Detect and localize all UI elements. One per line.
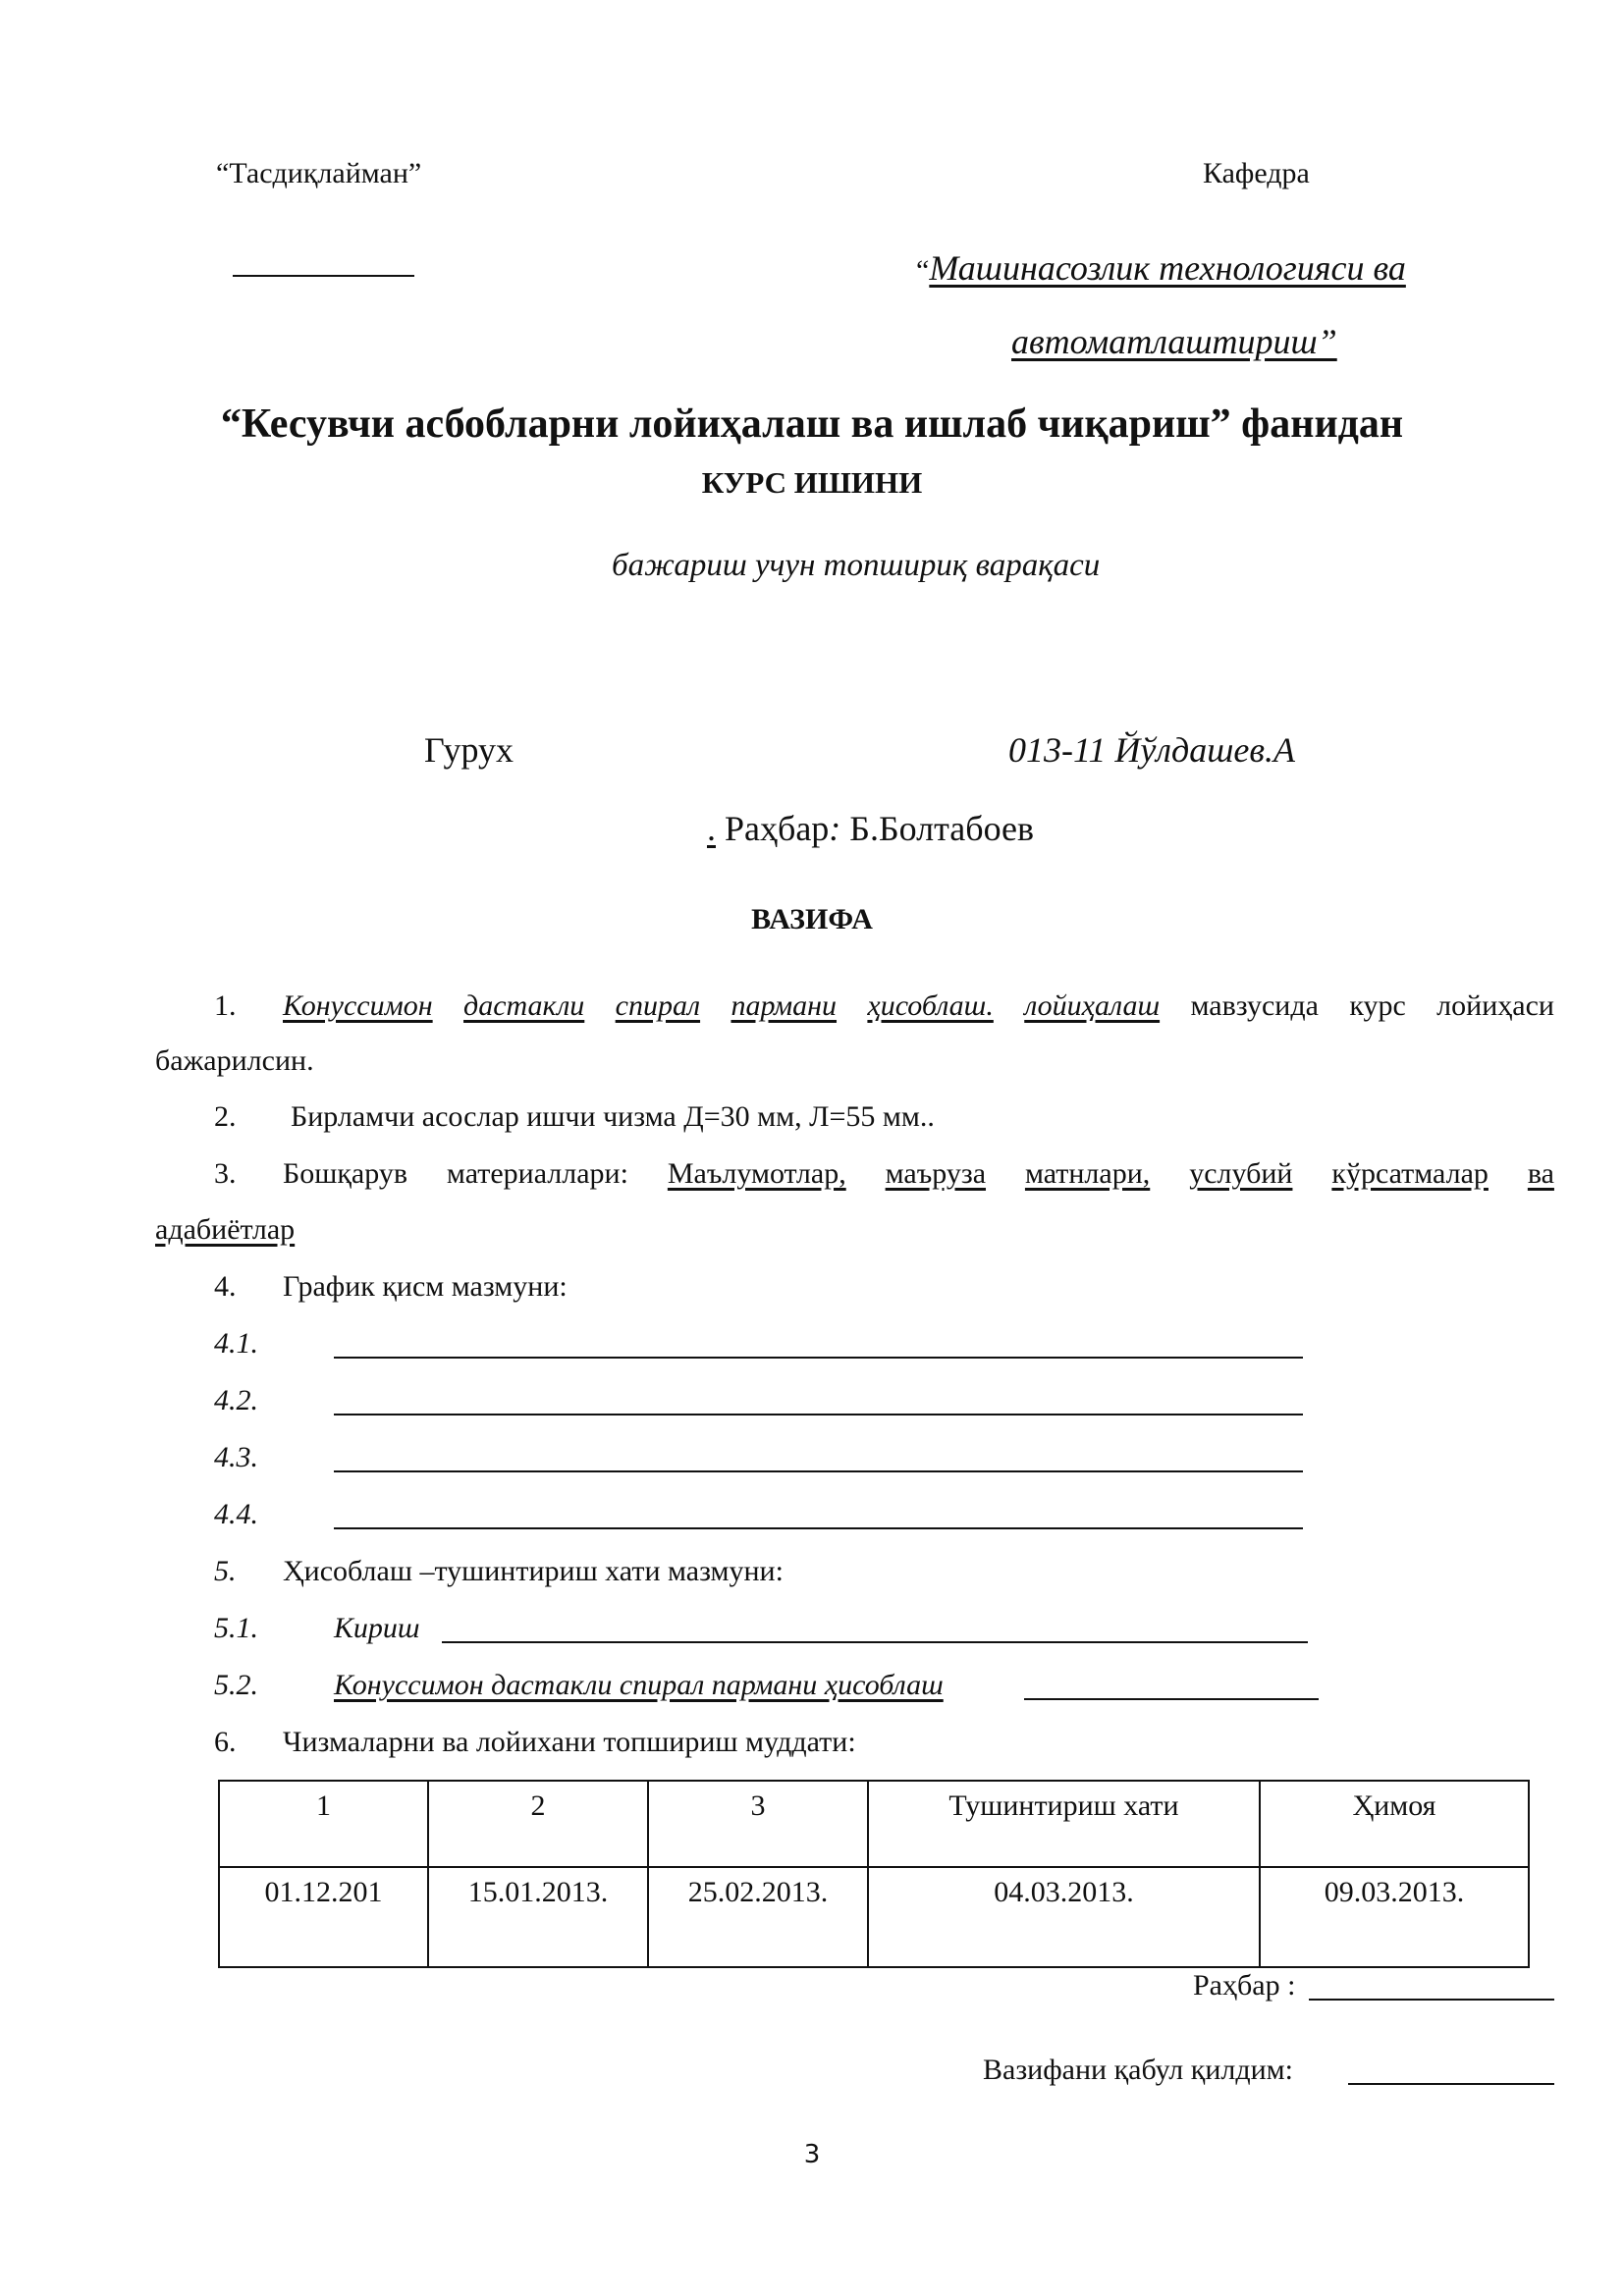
item-1-word: лойиҳалаш bbox=[1024, 989, 1161, 1022]
subitem-number: 4.2. bbox=[214, 1384, 258, 1416]
supervisor-line bbox=[707, 808, 1034, 849]
supervisor-signature-label: Раҳбар : bbox=[1193, 1969, 1296, 2002]
department-name-part-1: Машинасозлик технологияси ва bbox=[929, 248, 1406, 288]
item-1-continuation: бажарилсин. bbox=[155, 1044, 314, 1077]
item-4-text: График қисм мазмуни: bbox=[283, 1270, 568, 1303]
document-type: КУРС ИШИНИ bbox=[701, 465, 923, 500]
item-3-continuation: адабиётлар bbox=[155, 1213, 296, 1246]
accepted-signature-line bbox=[1348, 2054, 1554, 2085]
supervisor-signature-line bbox=[1309, 1969, 1554, 2001]
item-1-word: дастакли bbox=[463, 989, 585, 1022]
group-label: Гурух bbox=[424, 730, 514, 770]
table-date-cell: 04.03.2013. bbox=[868, 1867, 1260, 1967]
item-number: 3. bbox=[214, 1157, 237, 1190]
table-header-row bbox=[219, 1781, 1529, 1867]
item-3-word: кўрсатмалар bbox=[1331, 1157, 1489, 1190]
table-header-cell: Тушинтириш хати bbox=[868, 1781, 1260, 1867]
item-number: 2. bbox=[214, 1100, 237, 1133]
item-number: 5. bbox=[214, 1555, 237, 1587]
table-header-cell: 1 bbox=[219, 1781, 428, 1867]
item-1-word: спирал bbox=[615, 989, 701, 1022]
table-date-cell: 09.03.2013. bbox=[1260, 1867, 1529, 1967]
subitem-5-1-text: Кириш bbox=[334, 1612, 420, 1644]
item-number: 4. bbox=[214, 1270, 237, 1303]
table-header-cell: Ҳимоя bbox=[1260, 1781, 1529, 1867]
item-3-word: ва bbox=[1527, 1157, 1554, 1190]
item-1-word: курс bbox=[1349, 989, 1406, 1022]
item-5-text: Ҳисоблаш –тушинтириш хати мазмуни: bbox=[283, 1555, 784, 1587]
blank-fill-line bbox=[334, 1498, 1303, 1529]
supervisor-dot: . bbox=[707, 809, 716, 848]
item-1-word: лойиҳаси bbox=[1436, 989, 1554, 1022]
approval-signature-line bbox=[233, 245, 414, 277]
blank-fill-line bbox=[442, 1612, 1308, 1643]
group-value: 013-11 Йўлдашев.А bbox=[1008, 730, 1295, 770]
supervisor-label: Раҳбар bbox=[716, 809, 830, 848]
subitem-number: 4.4. bbox=[214, 1498, 258, 1530]
blank-fill-line bbox=[1024, 1669, 1319, 1700]
department-name-line-2: автоматлаштириш” bbox=[1011, 322, 1337, 361]
item-3-word: матнлари, bbox=[1024, 1157, 1151, 1190]
item-3-word: услубий bbox=[1189, 1157, 1293, 1190]
item-1-word: ҳисоблаш. bbox=[867, 989, 994, 1022]
subitem-number: 4.1. bbox=[214, 1327, 258, 1360]
table-header-cell: 2 bbox=[428, 1781, 648, 1867]
blank-fill-line bbox=[334, 1384, 1303, 1415]
subitem-number: 4.3. bbox=[214, 1441, 258, 1473]
task-heading: ВАЗИФА bbox=[751, 903, 873, 935]
subitem-number: 5.2. bbox=[214, 1669, 258, 1701]
item-2-text: Бирламчи асослар ишчи чизма Д=30 мм, Л=55 мм.. bbox=[291, 1100, 935, 1133]
department-name-line-1 bbox=[916, 247, 1406, 289]
item-6-text: Чизмаларни ва лойихани топшириш муддати: bbox=[283, 1726, 856, 1758]
department-quote-open: “ bbox=[916, 254, 930, 287]
page-number: 3 bbox=[803, 2140, 821, 2169]
department-label: Кафедра bbox=[1203, 157, 1310, 189]
supervisor-name: Б.Болтабоев bbox=[840, 809, 1035, 848]
blank-fill-line bbox=[334, 1327, 1303, 1359]
table-date-cell: 01.12.201 bbox=[219, 1867, 428, 1967]
document-subtitle: бажариш учун топшириқ варақаси bbox=[612, 548, 1101, 583]
item-1-word: пармани bbox=[731, 989, 838, 1022]
item-3-word: Бошқарув bbox=[283, 1157, 407, 1190]
item-1-word: Конуссимон bbox=[283, 989, 433, 1022]
table-date-cell: 25.02.2013. bbox=[648, 1867, 868, 1967]
item-number: 1. bbox=[214, 989, 237, 1022]
item-3-text bbox=[283, 1157, 1554, 1191]
supervisor-colon: : bbox=[829, 809, 841, 848]
approval-label: “Тасдиқлайман” bbox=[216, 157, 422, 189]
item-1-word: мавзусида bbox=[1190, 989, 1319, 1022]
item-3-word: маъруза bbox=[885, 1157, 987, 1190]
document-title: “Кесувчи асбобларни лойиҳалаш ва ишлаб чиқариш” фанидан bbox=[220, 401, 1404, 447]
table-row bbox=[219, 1867, 1529, 1967]
subitem-5-2-text: Конуссимон дастакли спирал пармани ҳисоблаш bbox=[334, 1669, 944, 1701]
item-number: 6. bbox=[214, 1726, 237, 1758]
subitem-number: 5.1. bbox=[214, 1612, 258, 1644]
blank-fill-line bbox=[334, 1441, 1303, 1472]
accepted-signature-label: Вазифани қабул қилдим: bbox=[983, 2054, 1293, 2086]
item-3-word: материаллари: bbox=[446, 1157, 628, 1190]
item-3-word: Маълумотлар, bbox=[667, 1157, 846, 1190]
table-date-cell: 15.01.2013. bbox=[428, 1867, 648, 1967]
table-header-cell: 3 bbox=[648, 1781, 868, 1867]
item-1-text bbox=[283, 989, 1554, 1023]
deadline-table bbox=[218, 1780, 1530, 1968]
